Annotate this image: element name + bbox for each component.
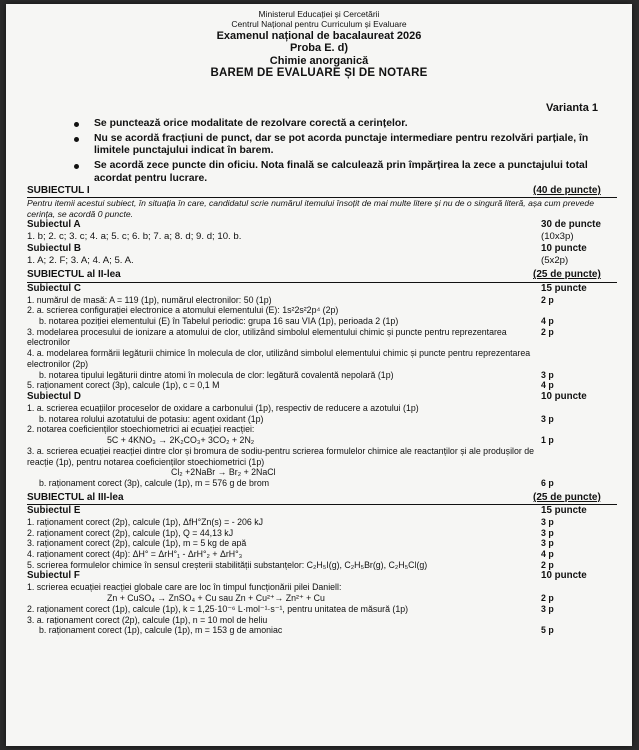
exam-sheet [6, 4, 632, 746]
list-item: 5. raționament corect (3p), calcule (1p), c = 0,1 M 4 p [27, 380, 554, 391]
note-item: Se punctează orice modalitate de rezolvare corectă a cerințelor. [74, 118, 610, 131]
note-item: Nu se acordă fracțiuni de punct, dar se pot acorda punctaje intermediare pentru rezolvări parțiale, în limitele punctajului indicat în barem. [74, 133, 610, 158]
list-item: 2. raționament corect (2p), calcule (1p), Q = 44,13 kJ 3 p [27, 527, 554, 538]
list-item: 1. raționament corect (2p), calcule (1p), ΔfH°Zn(s) = - 206 kJ 3 p [27, 516, 554, 527]
list-item: b. raționament corect (3p), calcule (1p), m = 576 g de brom 6 p [39, 478, 554, 488]
list-item: 4. a. modelarea formării legăturii chimice în molecula de clor, utilizând simbolul elementului chimic și puncte pentru reprezentarea electronilor (2p) [27, 348, 531, 369]
list-item: b. raționament corect (1p), calcule (1p), m = 153 g de amoniac 5 p [39, 625, 554, 636]
document-header [6, 10, 632, 81]
list-item: 1. numărul de masă: A = 119 (1p), numărul electronilor: 50 (1p) 2 p [27, 294, 554, 305]
list-item: 5. scrierea formulelor chimice în sensul creșterii stabilității substanțelor: C₂H₅I(g), C₂H₅Br(g), C₂H₅Cl(g) 2 p [27, 559, 554, 570]
list-item: 3. a. scrierea ecuației reacției dintre clor și bromura de sodiu-pentru scrierea formulelor chimice ale reactanților și ale produșilor de reacție (1p), pentru notarea coeficienților stoechiometrici (1p) [27, 445, 535, 467]
list-item: 3. modelarea procesului de ionizare a atomului de clor, utilizând simbolul elementului chimic și puncte pentru reprezentarea electronilor 2 p [27, 326, 554, 348]
equation: Cl₂ +2NaBr → Br₂ + 2NaCl [171, 467, 276, 478]
list-item: b. notarea rolului azotatului de potasiu: agent oxidant (1p) 3 p [39, 413, 554, 424]
subiect-c-header: Subiectul C 15 puncte [27, 282, 587, 294]
subiect-a-header: Subiectul A 30 de puncte [27, 219, 601, 231]
exam-title: Examenul național de bacalaureat 2026 [216, 29, 422, 42]
list-item: b. notarea poziției elementului (E) în Tabelul periodic: grupa 16 sau VIA (1p), perioada 2 (1p) 4 p [39, 316, 554, 326]
subject-name: Chimie anorganică [269, 54, 369, 67]
list-item: 2. a. scrierea configurației electronice a atomului elementului (E): 1s²2s²2p⁴ (2p) [27, 305, 339, 316]
list-item: 3. raționament corect (2p), calcule (1p), m = 5 kg de apă 3 p [27, 538, 554, 549]
list-item: 3. a. raționament corect (2p), calcule (1p), n = 10 mol de heliu [27, 614, 268, 625]
barem-title: BAREM DE EVALUARE ȘI DE NOTARE [210, 67, 428, 80]
section-1-instruction: Pentru itemii acestui subiect, în situația în care, candidatul scrie numărul itemului însoțit de mai multe litere și nu de o singură literă, așa cum prevede cerința, se acordă 0 puncte. [27, 198, 594, 219]
subiect-a-answers: 1. b; 2. c; 3. c; 4. a; 5. c; 6. b; 7. a; 8. d; 9. d; 10. b. (10x3p) [27, 231, 574, 243]
section-3-header: SUBIECTUL al III-lea (25 de puncte) [27, 492, 617, 505]
list-item: b. notarea tipului legăturii dintre atomi în molecula de clor: legătură covalentă nepolară (1p) 3 p [39, 369, 554, 380]
general-notes [74, 118, 610, 187]
ministry-name: Ministerul Educației și Cercetării [258, 9, 380, 19]
list-item: 1. a. scrierea ecuațiilor proceselor de oxidare a carbonului (1p), respectiv de reducere a azotului (1p) [27, 402, 419, 413]
section-1-header: SUBIECTUL I (40 de puncte) [27, 185, 617, 198]
proba-label: Proba E. d) [289, 42, 349, 55]
list-item: 1. scrierea ecuației reacției globale care are loc în timpul funcționării pilei Daniell: [27, 582, 342, 593]
variant-label: Varianta 1 [546, 102, 598, 114]
list-item: 2. notarea coeficienților stoechiometrici ai ecuației reacției: [27, 424, 255, 435]
subiect-b-answers: 1. A; 2. F; 3. A; 4. A; 5. A. (5x2p) [27, 254, 569, 266]
subiect-b-header: Subiectul B 10 puncte [27, 242, 587, 254]
list-item: 4. raționament corect (4p): ΔH° = ΔrH°₁ - ΔrH°₂ + ΔrH°₃ 4 p [27, 549, 554, 559]
equation: 5C + 4KNO₃ → 2K₂CO₃+ 3CO₂ + 2N₂ 1 p [107, 435, 554, 446]
equation: Zn + CuSO₄ → ZnSO₄ + Cu sau Zn + Cu²⁺→ Zn²⁺ + Cu 2 p [107, 593, 554, 604]
subiect-f-header: Subiectul F 10 puncte [27, 570, 587, 582]
center-name: Centrul Național pentru Curriculum și Evaluare [231, 18, 407, 29]
section-2-header: SUBIECTUL al II-lea (25 de puncte) [27, 269, 617, 282]
grading-body [27, 185, 617, 636]
list-item: 2. raționament corect (1p), calcule (1p), k = 1,25·10⁻⁶ L·mol⁻¹·s⁻¹, pentru unitatea de măsură (1p) 3 p [27, 603, 554, 614]
note-item: Se acordă zece puncte din oficiu. Nota finală se calculează prin împărțirea la zece a punctajului total acordat pentru lucrare. [74, 160, 610, 185]
subiect-e-header: Subiectul E 15 puncte [27, 504, 587, 516]
subiect-d-header: Subiectul D 10 puncte [27, 391, 587, 403]
